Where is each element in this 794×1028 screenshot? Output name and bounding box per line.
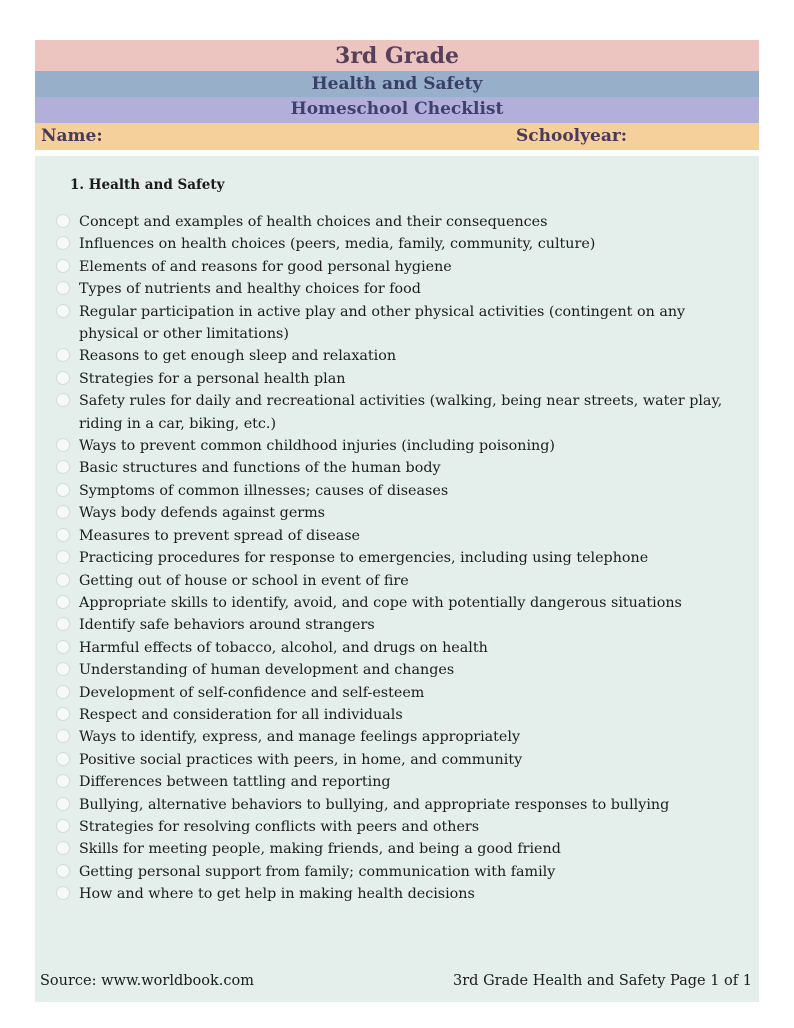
checklist-item-text: Positive social practices with peers, in home, and community bbox=[79, 751, 523, 768]
checklist-item bbox=[56, 480, 746, 502]
checkbox-circle[interactable] bbox=[56, 348, 70, 362]
checklist-item-text: Ways to prevent common childhood injuries (including poisoning) bbox=[79, 438, 555, 455]
checklist-item bbox=[56, 592, 746, 614]
checklist-item bbox=[56, 771, 746, 793]
name-schoolyear-bar bbox=[35, 123, 759, 150]
checklist-item bbox=[56, 726, 746, 748]
checkbox-circle[interactable] bbox=[56, 886, 70, 900]
page-footer: 3rd Grade Health and Safety Page 1 of 1 bbox=[453, 973, 752, 989]
checklist-item bbox=[56, 502, 746, 524]
checklist-item-text: Appropriate skills to identify, avoid, and cope with potentially dangerous situations bbox=[79, 594, 682, 611]
checkbox-circle[interactable] bbox=[56, 573, 70, 587]
checkbox-circle[interactable] bbox=[56, 752, 70, 766]
checklist-item-text: Harmful effects of tobacco, alcohol, and drugs on health bbox=[79, 639, 488, 656]
name-label: Name: bbox=[41, 126, 103, 146]
checkbox-circle[interactable] bbox=[56, 662, 70, 676]
checklist-item-text: Differences between tattling and reporting bbox=[79, 774, 391, 791]
checklist-item bbox=[56, 278, 746, 300]
checklist-item-text: Respect and consideration for all individuals bbox=[79, 706, 403, 723]
checkbox-circle[interactable] bbox=[56, 505, 70, 519]
checklist-item bbox=[56, 390, 746, 435]
checklist-item bbox=[56, 861, 746, 883]
checklist-item-text: Symptoms of common illnesses; causes of diseases bbox=[79, 482, 449, 499]
checklist-item-text: Reasons to get enough sleep and relaxation bbox=[79, 348, 397, 365]
checkbox-circle[interactable] bbox=[56, 640, 70, 654]
checklist-item-text: Bullying, alternative behaviors to bullying, and appropriate responses to bullying bbox=[79, 796, 670, 813]
checklist-item-text: Ways to identify, express, and manage feelings appropriately bbox=[79, 729, 521, 746]
checklist-item-text: Elements of and reasons for good personal hygiene bbox=[79, 258, 452, 275]
checklist-item-text: Understanding of human development and changes bbox=[79, 662, 455, 679]
checkbox-circle[interactable] bbox=[56, 617, 70, 631]
checkbox-circle[interactable] bbox=[56, 707, 70, 721]
checklist-item bbox=[56, 525, 746, 547]
checkbox-circle[interactable] bbox=[56, 236, 70, 250]
checklist-item bbox=[56, 368, 746, 390]
checklist-item-text: Types of nutrients and healthy choices for food bbox=[79, 281, 421, 298]
checklist-item bbox=[56, 614, 746, 636]
checkbox-circle[interactable] bbox=[56, 797, 70, 811]
subject-title: Health and Safety bbox=[35, 71, 759, 97]
checklist-item-text: Getting personal support from family; communication with family bbox=[79, 863, 556, 880]
checklist-item-text: Basic structures and functions of the human body bbox=[79, 460, 441, 477]
checklist-item-text: Regular participation in active play and other physical activities (contingent on any physical or other limitations) bbox=[79, 303, 686, 343]
checkbox-circle[interactable] bbox=[56, 259, 70, 273]
checklist-item-text: Identify safe behaviors around strangers bbox=[79, 617, 375, 634]
checklist-item-text: Safety rules for daily and recreational activities (walking, being near streets, water play, riding in a car, biking, etc.) bbox=[79, 393, 723, 432]
checklist-item-text: Strategies for resolving conflicts with peers and others bbox=[79, 818, 480, 835]
checklist-item bbox=[56, 457, 746, 479]
doc-type-title: Homeschool Checklist bbox=[35, 97, 759, 123]
checklist-item bbox=[56, 211, 746, 233]
checklist-item-text: Strategies for a personal health plan bbox=[79, 370, 346, 387]
checklist-item-text: Practicing procedures for response to emergencies, including using telephone bbox=[79, 550, 649, 567]
schoolyear-label: Schoolyear: bbox=[516, 126, 628, 146]
checklist-item bbox=[56, 794, 746, 816]
checkbox-circle[interactable] bbox=[56, 281, 70, 295]
checklist-item-text: Influences on health choices (peers, media, family, community, culture) bbox=[79, 236, 596, 253]
checkbox-circle[interactable] bbox=[56, 774, 70, 788]
checkbox-circle[interactable] bbox=[56, 550, 70, 564]
checkbox-circle[interactable] bbox=[56, 685, 70, 699]
grade-title: 3rd Grade bbox=[35, 40, 759, 71]
checklist-item bbox=[56, 435, 746, 457]
checklist-item bbox=[56, 301, 746, 346]
checklist-item bbox=[56, 570, 746, 592]
checklist-item bbox=[56, 883, 746, 905]
checklist-item bbox=[56, 704, 746, 726]
checkbox-circle[interactable] bbox=[56, 393, 70, 407]
checkbox-circle[interactable] bbox=[56, 438, 70, 452]
checkbox-circle[interactable] bbox=[56, 864, 70, 878]
checklist-item-text: How and where to get help in making health decisions bbox=[79, 886, 475, 903]
checklist-item-text: Getting out of house or school in event of fire bbox=[79, 572, 409, 589]
checkbox-circle[interactable] bbox=[56, 819, 70, 833]
checkbox-circle[interactable] bbox=[56, 595, 70, 609]
checklist-item bbox=[56, 547, 746, 569]
checkbox-circle[interactable] bbox=[56, 460, 70, 474]
checklist-item bbox=[56, 345, 746, 367]
checklist-item bbox=[56, 233, 746, 255]
checkbox-circle[interactable] bbox=[56, 371, 70, 385]
checkbox-circle[interactable] bbox=[56, 729, 70, 743]
checklist-item bbox=[56, 682, 746, 704]
checklist-item bbox=[56, 637, 746, 659]
checkbox-circle[interactable] bbox=[56, 528, 70, 542]
checklist-item-text: Concept and examples of health choices and their consequences bbox=[79, 214, 548, 230]
checklist-item bbox=[56, 816, 746, 838]
checklist-item-text: Skills for meeting people, making friends, and being a good friend bbox=[79, 841, 561, 858]
checklist-item bbox=[56, 256, 746, 278]
checklist-item-text: Measures to prevent spread of disease bbox=[79, 527, 361, 544]
checklist-item bbox=[56, 659, 746, 681]
checklist-item-text: Development of self-confidence and self-esteem bbox=[79, 684, 425, 701]
checkbox-circle[interactable] bbox=[56, 841, 70, 855]
checklist-item bbox=[56, 838, 746, 860]
checkbox-circle[interactable] bbox=[56, 214, 70, 228]
checklist-item-text: Ways body defends against germs bbox=[79, 505, 326, 522]
checklist bbox=[56, 211, 746, 906]
checklist-item bbox=[56, 749, 746, 771]
checkbox-circle[interactable] bbox=[56, 483, 70, 497]
source-footer: Source: www.worldbook.com bbox=[40, 973, 254, 989]
checkbox-circle[interactable] bbox=[56, 304, 70, 318]
section-title: 1. Health and Safety bbox=[70, 177, 225, 193]
